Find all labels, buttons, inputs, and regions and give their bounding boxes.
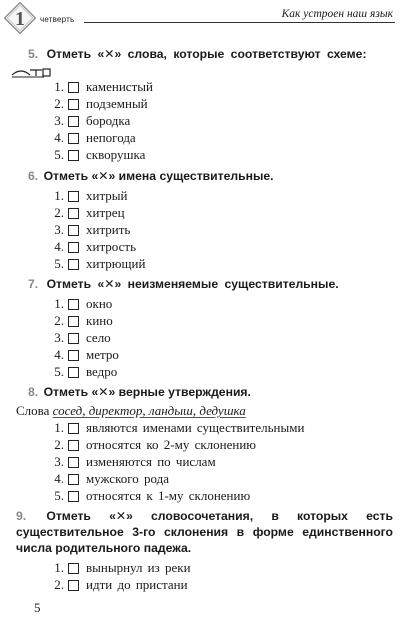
answer-checkbox[interactable] <box>68 350 79 361</box>
option-number: 5. <box>54 256 64 271</box>
answer-checkbox[interactable] <box>68 457 79 468</box>
option-text: являются именами существительными <box>86 420 305 436</box>
option-item <box>48 205 395 222</box>
option-text: подземный <box>86 96 148 112</box>
question-7 <box>28 276 395 380</box>
option-number: 2. <box>54 437 64 453</box>
answer-checkbox[interactable] <box>68 259 79 270</box>
question-title <box>28 276 395 292</box>
option-number: 1. <box>54 560 64 576</box>
question-text: Отметь «✕» слова, которые соответствуют схеме: <box>46 47 367 61</box>
page-number: 5 <box>34 600 41 615</box>
option-text: окно <box>86 296 113 312</box>
option-item <box>48 130 395 147</box>
question-text: Отметь «✕» верные утверждения. <box>43 385 251 399</box>
option-item <box>48 222 395 239</box>
option-text: кино <box>86 313 113 329</box>
option-item <box>48 347 395 364</box>
diamond-badge-icon <box>4 2 36 34</box>
option-item <box>48 96 395 113</box>
option-text: хитрый <box>86 188 128 204</box>
option-text: вынырнул из реки <box>86 560 191 576</box>
option-item <box>48 239 395 256</box>
answer-checkbox[interactable] <box>68 133 79 144</box>
option-number: 4. <box>54 471 64 487</box>
quarter-badge <box>4 2 36 34</box>
option-number: 2. <box>54 577 64 593</box>
question-number: 9. <box>16 509 27 523</box>
option-text: относятся ко 2-му склонению <box>86 437 257 453</box>
option-number: 3. <box>54 113 64 129</box>
option-item <box>48 147 395 164</box>
question-text: Отметь «✕» имена существительные. <box>43 169 274 183</box>
option-text: непогода <box>86 130 136 146</box>
option-text: метро <box>86 347 119 363</box>
option-text: относятся к 1-му склонению <box>86 488 251 503</box>
morpheme-scheme-icon <box>10 66 56 78</box>
question-title <box>28 384 395 400</box>
option-item <box>48 296 395 313</box>
option-text: идти до пристани <box>86 577 188 593</box>
option-item <box>48 79 395 96</box>
words-line <box>16 403 395 419</box>
badge-number: 1 <box>15 8 25 30</box>
option-item <box>48 256 395 273</box>
answer-checkbox[interactable] <box>68 116 79 127</box>
question-text: Отметь «✕» словосочетания, в которых есть существительное 3-го склонения в форме единственного числа родительного падежа. <box>16 509 393 555</box>
option-number: 2. <box>54 313 64 329</box>
question-number: 8. <box>28 385 39 399</box>
option-item <box>48 577 393 594</box>
question-title <box>28 46 395 62</box>
option-item <box>48 330 395 347</box>
question-number: 5. <box>28 47 39 61</box>
option-item <box>48 560 393 577</box>
option-item <box>48 113 395 130</box>
question-5 <box>28 46 395 163</box>
morpheme-scheme <box>10 62 395 74</box>
option-number: 5. <box>54 147 64 162</box>
option-number: 3. <box>54 330 64 346</box>
option-number: 1. <box>54 79 64 95</box>
question-title <box>16 508 393 556</box>
option-number: 1. <box>54 296 64 312</box>
option-number: 2. <box>54 205 64 221</box>
option-text: хитрить <box>86 222 131 238</box>
question-text: Отметь «✕» неизменяемые существительные. <box>46 277 339 291</box>
question-9 <box>16 508 393 594</box>
answer-checkbox[interactable] <box>68 208 79 219</box>
option-text: каменистый <box>86 79 153 95</box>
question-number: 6. <box>28 169 39 183</box>
answer-checkbox[interactable] <box>68 299 79 310</box>
option-item <box>48 454 395 471</box>
series-title: Как устроен наш язык <box>281 8 393 20</box>
option-text: ведро <box>86 364 118 379</box>
option-text: село <box>86 330 111 346</box>
question-8 <box>16 384 395 504</box>
options-list <box>48 560 393 594</box>
answer-checkbox[interactable] <box>68 563 79 574</box>
option-number: 3. <box>54 454 64 470</box>
option-text: изменяются по числам <box>86 454 216 470</box>
options-list <box>48 296 395 380</box>
answer-checkbox[interactable] <box>68 491 79 502</box>
option-number: 5. <box>54 364 64 379</box>
option-number: 1. <box>54 188 64 204</box>
option-item <box>48 364 395 381</box>
option-number: 3. <box>54 222 64 238</box>
answer-checkbox[interactable] <box>68 99 79 110</box>
option-number: 5. <box>54 488 64 503</box>
answer-checkbox[interactable] <box>68 82 79 93</box>
answer-checkbox[interactable] <box>68 316 79 327</box>
answer-checkbox[interactable] <box>68 333 79 344</box>
option-number: 2. <box>54 96 64 112</box>
option-item <box>48 188 395 205</box>
option-number: 4. <box>54 130 64 146</box>
option-text: мужского рода <box>86 471 169 487</box>
options-list <box>48 420 395 504</box>
option-number: 1. <box>54 420 64 436</box>
words-prefix: Слова <box>16 403 50 418</box>
option-item <box>48 471 395 488</box>
option-item <box>48 313 395 330</box>
option-text: скворушка <box>86 147 146 162</box>
answer-checkbox[interactable] <box>68 440 79 451</box>
answer-checkbox[interactable] <box>68 474 79 485</box>
answer-checkbox[interactable] <box>68 367 79 378</box>
option-item <box>48 437 395 454</box>
answer-checkbox[interactable] <box>68 191 79 202</box>
answer-checkbox[interactable] <box>68 423 79 434</box>
page-header <box>0 0 407 34</box>
answer-checkbox[interactable] <box>68 242 79 253</box>
question-number: 7. <box>28 277 39 291</box>
quarter-label: четверть <box>40 15 75 24</box>
answer-checkbox[interactable] <box>68 225 79 236</box>
answer-checkbox[interactable] <box>68 150 79 161</box>
question-title <box>28 168 395 184</box>
option-number: 4. <box>54 239 64 255</box>
option-item <box>48 488 395 505</box>
answer-checkbox[interactable] <box>68 580 79 591</box>
options-list <box>48 188 395 272</box>
question-6 <box>28 168 395 272</box>
option-text: бородка <box>86 113 131 129</box>
header-rule <box>84 22 395 23</box>
option-text: хитрец <box>86 205 125 221</box>
option-text: хитрющий <box>86 256 146 271</box>
option-number: 4. <box>54 347 64 363</box>
option-item <box>48 420 395 437</box>
words-list: сосед, директор, ландыш, дедушка <box>52 403 246 418</box>
option-text: хитрость <box>86 239 137 255</box>
options-list <box>48 79 395 163</box>
